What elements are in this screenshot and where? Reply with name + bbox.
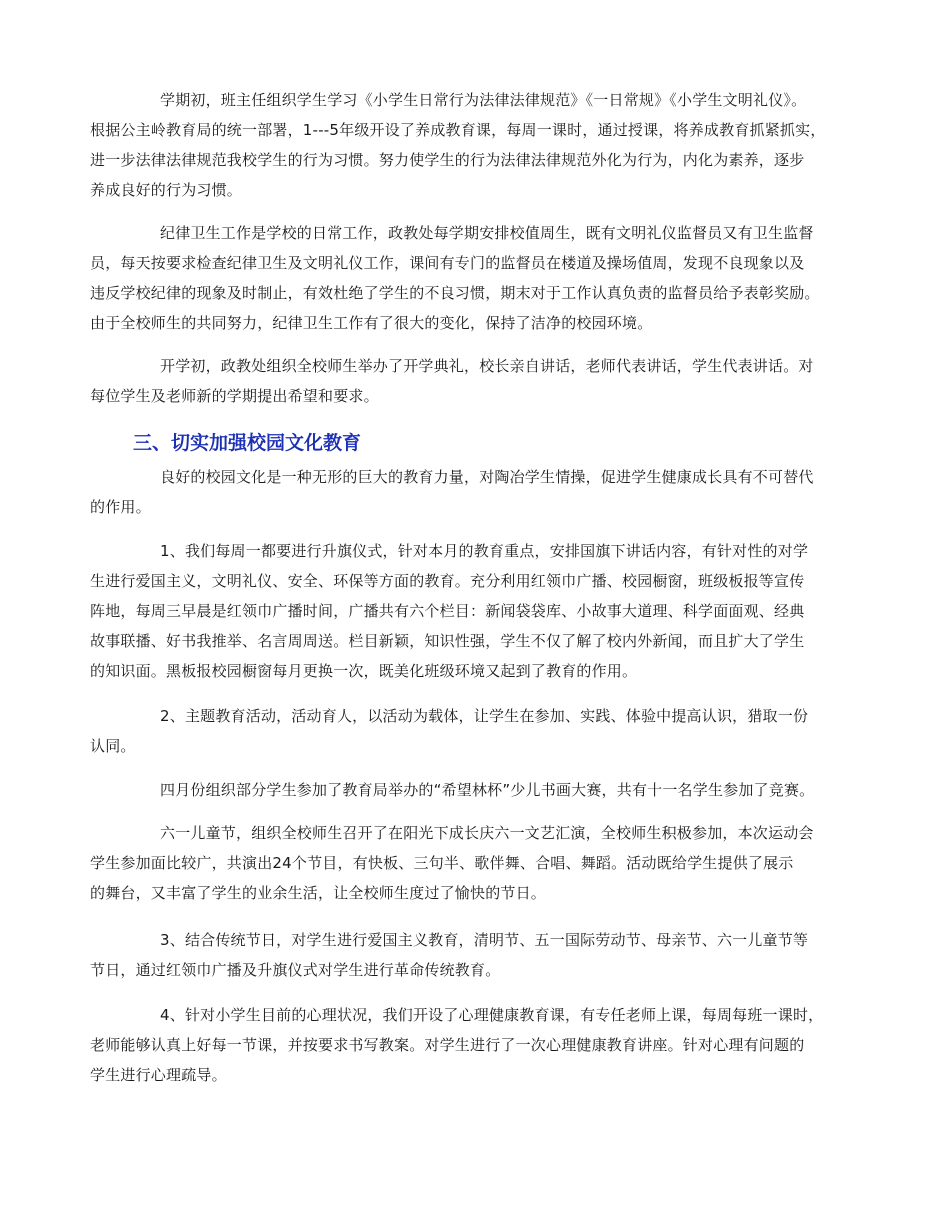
paragraph-behavior-norms [90, 85, 880, 205]
text-line: 学生参加面比较广，共演出24个节目，有快板、三句半、歌伴舞、合唱、舞蹈。活动既给学生提供了展示 [90, 854, 794, 872]
text-line: 老师能够认真上好每一节课，并按要求书写教案。对学生进行了一次心理健康教育讲座。针对心理有问题的 [90, 1036, 805, 1054]
paragraph-flag-raising [90, 536, 880, 686]
text-line: 良好的校园文化是一种无形的巨大的教育力量，对陶冶学生情操，促进学生健康成长具有不可替代 [160, 468, 814, 486]
paragraph-traditional-festivals [90, 925, 880, 985]
text-line: 的舞台，又丰富了学生的业余生活，让全校师生度过了愉快的节日。 [90, 884, 547, 902]
text-line: 进一步法律法律规范我校学生的行为习惯。努力使学生的行为法律法律规范外化为行为，内化为素养，逐步 [90, 151, 805, 169]
text-line: 开学初，政教处组织全校师生举办了开学典礼，校长亲自讲话，老师代表讲话，学生代表讲话。对 [160, 357, 814, 375]
text-line: 生进行爱国主义，文明礼仪、安全、环保等方面的教育。充分利用红领巾广播、校园橱窗，班级板报等宣传 [90, 572, 805, 590]
paragraph-painting-contest [90, 775, 880, 805]
text-line: 四月份组织部分学生参加了教育局举办的“希望林杯”少儿书画大赛，共有十一名学生参加了竞赛。 [160, 781, 815, 799]
text-line: 节日，通过红领巾广播及升旗仪式对学生进行革命传统教育。 [90, 961, 501, 979]
text-line: 1、我们每周一都要进行升旗仪式，针对本月的教育重点，安排国旗下讲话内容，有针对性的对学 [160, 542, 809, 560]
paragraph-mental-health [90, 1000, 880, 1090]
section-heading: 三、切实加强校园文化教育 [133, 432, 362, 454]
text-line: 根据公主岭教育局的统一部署，1---5年级开设了养成教育课，每周一课时，通过授课，将养成教育抓紧抓实， [90, 121, 826, 139]
text-line: 认同。 [90, 737, 136, 755]
paragraph-campus-culture-intro [90, 462, 880, 522]
text-line: 学生进行心理疏导。 [90, 1066, 227, 1084]
text-line: 的作用。 [90, 498, 151, 516]
text-line: 3、结合传统节日，对学生进行爱国主义教育，清明节、五一国际劳动节、母亲节、六一儿童节等 [160, 931, 809, 949]
text-line: 故事联播、好书我推举、名言周周送。栏目新颖，知识性强，学生不仅了解了校内外新闻，而且扩大了学生 [90, 632, 805, 650]
text-line: 违反学校纪律的现象及时制止，有效杜绝了学生的不良习惯，期末对于工作认真负责的监督员给予表彰奖励。 [90, 284, 820, 302]
text-line: 每位学生及老师新的学期提出希望和要求。 [90, 387, 379, 405]
text-line: 六一儿童节，组织全校师生召开了在阳光下成长庆六一文艺汇演，全校师生积极参加，本次运动会 [160, 824, 814, 842]
text-line: 阵地，每周三早晨是红领巾广播时间，广播共有六个栏目：新闻袋袋库、小故事大道理、科学面面观、经典 [90, 602, 805, 620]
paragraph-discipline-hygiene [90, 218, 880, 338]
paragraph-theme-activities [90, 701, 880, 761]
text-line: 员，每天按要求检查纪律卫生及文明礼仪工作，课间有专门的监督员在楼道及操场值周，发现不良现象以及 [90, 254, 805, 272]
text-line: 4、针对小学生目前的心理状况，我们开设了心理健康教育课，有专任老师上课，每周每班一课时， [160, 1006, 824, 1024]
text-line: 纪律卫生工作是学校的日常工作，政教处每学期安排校值周生，既有文明礼仪监督员又有卫生监督 [160, 224, 814, 242]
text-line: 学期初，班主任组织学生学习《小学生日常行为法律法律规范》《一日常规》《小学生文明礼仪》。 [160, 91, 807, 109]
text-line: 由于全校师生的共同努力，纪律卫生工作有了很大的变化，保持了洁净的校园环境。 [90, 314, 653, 332]
text-line: 养成良好的行为习惯。 [90, 181, 243, 199]
paragraph-childrens-day [90, 818, 880, 908]
text-line: 2、主题教育活动，活动育人，以活动为载体，让学生在参加、实践、体验中提高认识，猎取一份 [160, 707, 809, 725]
text-line: 的知识面。黑板报校园橱窗每月更换一次，既美化班级环境又起到了教育的作用。 [90, 662, 638, 680]
paragraph-opening-ceremony [90, 351, 880, 411]
